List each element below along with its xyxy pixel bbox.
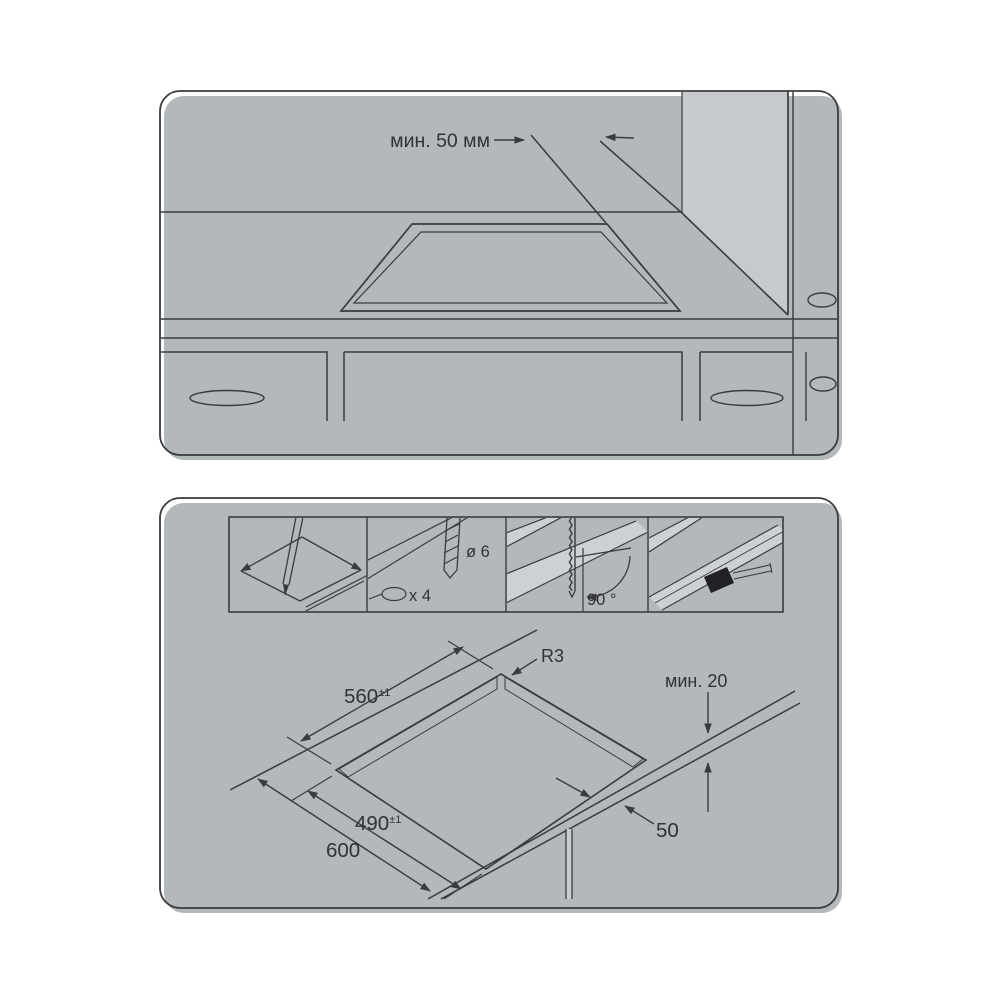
edge-distance-value: 50 — [656, 819, 679, 842]
cutout-depth-tolerance: ±1 — [389, 814, 402, 826]
min-thickness-label: мин. 20 — [665, 671, 728, 691]
cutout-width-value: 560 — [344, 685, 379, 708]
cutout-depth-value: 490 — [355, 812, 390, 835]
corner-radius-label: R3 — [541, 646, 565, 666]
cut-angle-label: 90 ° — [587, 591, 617, 609]
min-gap-label: мин. 50 мм — [390, 130, 490, 152]
drill-count-label: x 4 — [409, 587, 432, 605]
cutout-width-tolerance: ±1 — [378, 687, 391, 699]
counter-depth-value: 600 — [326, 839, 361, 862]
gap-arrow-left — [606, 137, 634, 138]
bottom-panel-cutout-view — [160, 498, 842, 913]
support-pipe — [566, 829, 572, 899]
top-panel-kitchen-view — [160, 91, 842, 460]
drill-diameter-label: ø 6 — [466, 543, 490, 561]
